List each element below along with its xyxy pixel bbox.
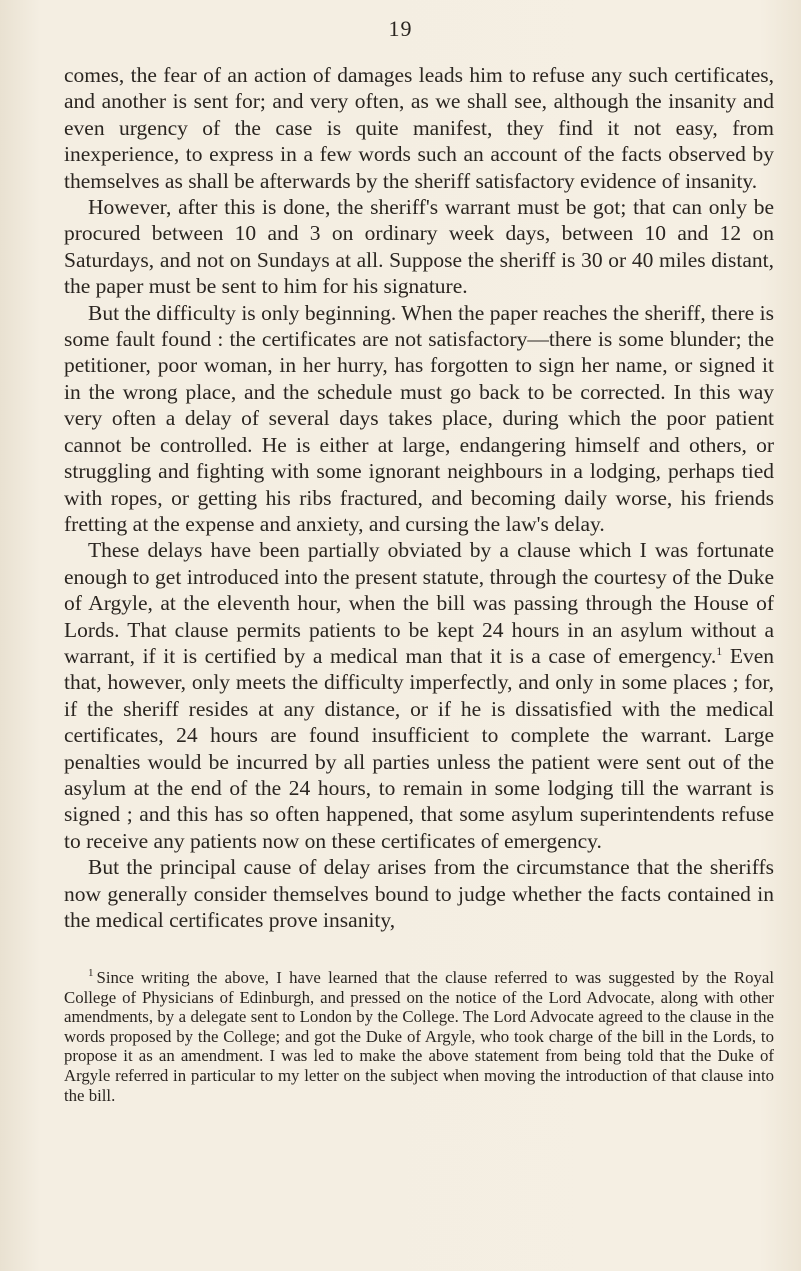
paragraph-4-text-after-ref: Even that, however, only meets the difficulty imperfectly, and only in some places ; for, if the sheriff resides at any distance, or if he is dissatisfied with the medical certificates, 24 hours are found insufficient to complete the warrant. Large penalties would be incurred by all parties unless the patient were sent out of the asylum at the end of the 24 hours, to remain in some lodging till the warrant is signed ; and this has so often happened, that some asylum superintendents refuse to receive any patients now on these certificates of emergency. (64, 643, 774, 853)
footnote-mark: 1 (88, 967, 94, 980)
paragraph-4 (64, 537, 774, 854)
paragraph-3: But the difficulty is only beginning. When the paper reaches the sheriff, there is some fault found : the certificates are not satisfactory—there is some blunder; the petitioner, poor woman, in her hurry, has forgotten to sign her name, or signed it in the wrong place, and the schedule must go back to be corrected. In this way very often a delay of several days takes place, during which the poor patient cannot be controlled. He is either at large, endangering himself and others, or struggling and fighting with some ignorant neighbours in a lodging, perhaps tied with ropes, or getting his ribs fractured, and becoming daily worse, his friends fretting at the expense and anxiety, and cursing the law's delay. (64, 300, 774, 536)
paragraph-5: But the principal cause of delay arises from the circumstance that the sheriffs now generally consider themselves bound to judge whether the facts contained in the medical certificates prove insanity, (64, 855, 774, 932)
footnote-text: Since writing the above, I have learned that the clause referred to was suggested by the Royal College of Physicians of Edinburgh, and pressed on the notice of the Lord Advocate, along with other amendments, by a delegate sent to London by the College. The Lord Advocate agreed to the clause in the words proposed by the College; and got the Duke of Argyle, who took charge of the bill in the Lords, to propose it as an amendment. I was led to make the above statement from being told that the Duke of Argyle referred in particular to my letter on the subject when moving the introduction of that clause into the bill. (64, 968, 774, 1105)
footnote-reference: 1 (716, 643, 723, 658)
paragraph-2: However, after this is done, the sheriff's warrant must be got; that can only be procured between 10 and 3 on ordinary week days, between 10 and 12 on Saturdays, and not on Sundays at all. Suppose the sheriff is 30 or 40 miles distant, the paper must be sent to him for his signature. (64, 195, 774, 299)
body-text (64, 62, 774, 933)
paragraph-4-text-before-ref: These delays have been partially obviated by a clause which I was fortunate enough to get introduced into the present statute, through the courtesy of the Duke of Argyle, at the eleventh hour, when the bill was passing through the House of Lords. That clause permits patients to be kept 24 hours in an asylum without a warrant, if it is certified by a medical man that it is a case of emergency. (64, 538, 774, 668)
footnote (64, 968, 774, 1105)
paragraph-1: comes, the fear of an action of damages leads him to refuse any such certificates, and another is sent for; and very often, as we shall see, although the insanity and even urgency of the case is quite manifest, they find it not easy, from inexperience, to express in a few words such an account of the facts observed by themselves as shall be afterwards by the sheriff satisfactory evidence of insanity. (64, 63, 774, 193)
page-number: 19 (388, 16, 413, 41)
